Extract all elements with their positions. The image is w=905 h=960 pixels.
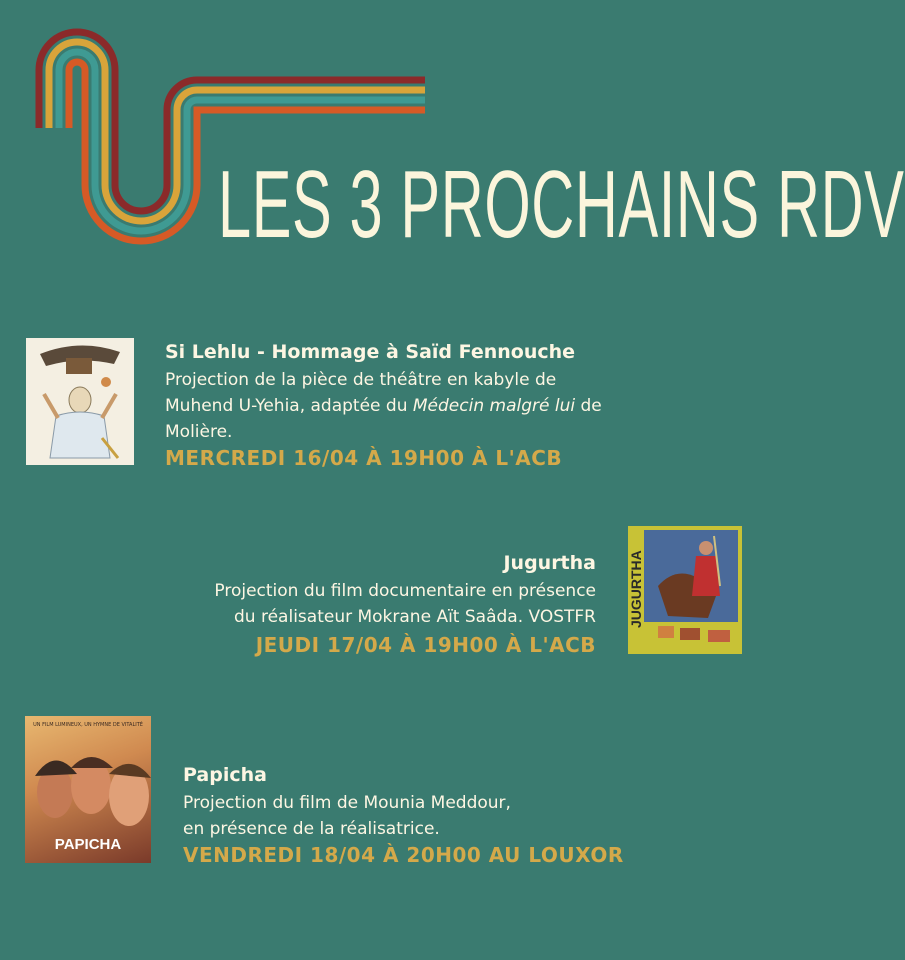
description-line: Molière. <box>165 422 233 442</box>
event-date-papicha: VENDREDI 18/04 À 20H00 AU LOUXOR <box>183 843 624 867</box>
description-line: du réalisateur Mokrane Aït Saâda. VOSTFR <box>234 607 596 627</box>
jugurtha-poster-title: JUGURTHA <box>628 550 644 628</box>
jugurtha-illustration <box>628 526 742 654</box>
description-line: Projection de la pièce de théâtre en kabyle de <box>165 370 557 390</box>
si-lehlu-illustration <box>26 338 134 465</box>
event-description-papicha <box>183 790 683 842</box>
description-line: en présence de la réalisatrice. <box>183 819 440 839</box>
jugurtha-poster <box>628 526 742 654</box>
event-title-si-lehlu: Si Lehlu - Hommage à Saïd Fennouche <box>165 341 576 363</box>
event-description-si-lehlu <box>165 367 745 445</box>
event-description-jugurtha <box>136 578 596 630</box>
description-emphasis: Médecin malgré lui <box>412 396 576 416</box>
event-title-jugurtha: Jugurtha <box>503 552 596 574</box>
papicha-poster <box>25 716 151 863</box>
papicha-poster-tagline: UN FILM LUMINEUX, UN HYMNE DE VITALITÉ <box>33 722 143 728</box>
event-date-jugurtha: JEUDI 17/04 À 19H00 À L'ACB <box>255 633 596 657</box>
papicha-poster-title: PAPICHA <box>54 836 122 853</box>
description-text: Muhend U-Yehia, adaptée du <box>165 396 413 416</box>
description-line: Projection du film de Mounia Meddour, <box>183 793 511 813</box>
event-date-si-lehlu: MERCREDI 16/04 À 19H00 À L'ACB <box>165 446 563 470</box>
description-line: Projection du film documentaire en présence <box>214 581 596 601</box>
description-line <box>165 393 745 419</box>
si-lehlu-poster <box>26 338 134 465</box>
event-title-papicha: Papicha <box>183 764 267 786</box>
page-title: LES 3 PROCHAINS RDV <box>218 151 905 258</box>
description-text: de <box>575 396 602 416</box>
